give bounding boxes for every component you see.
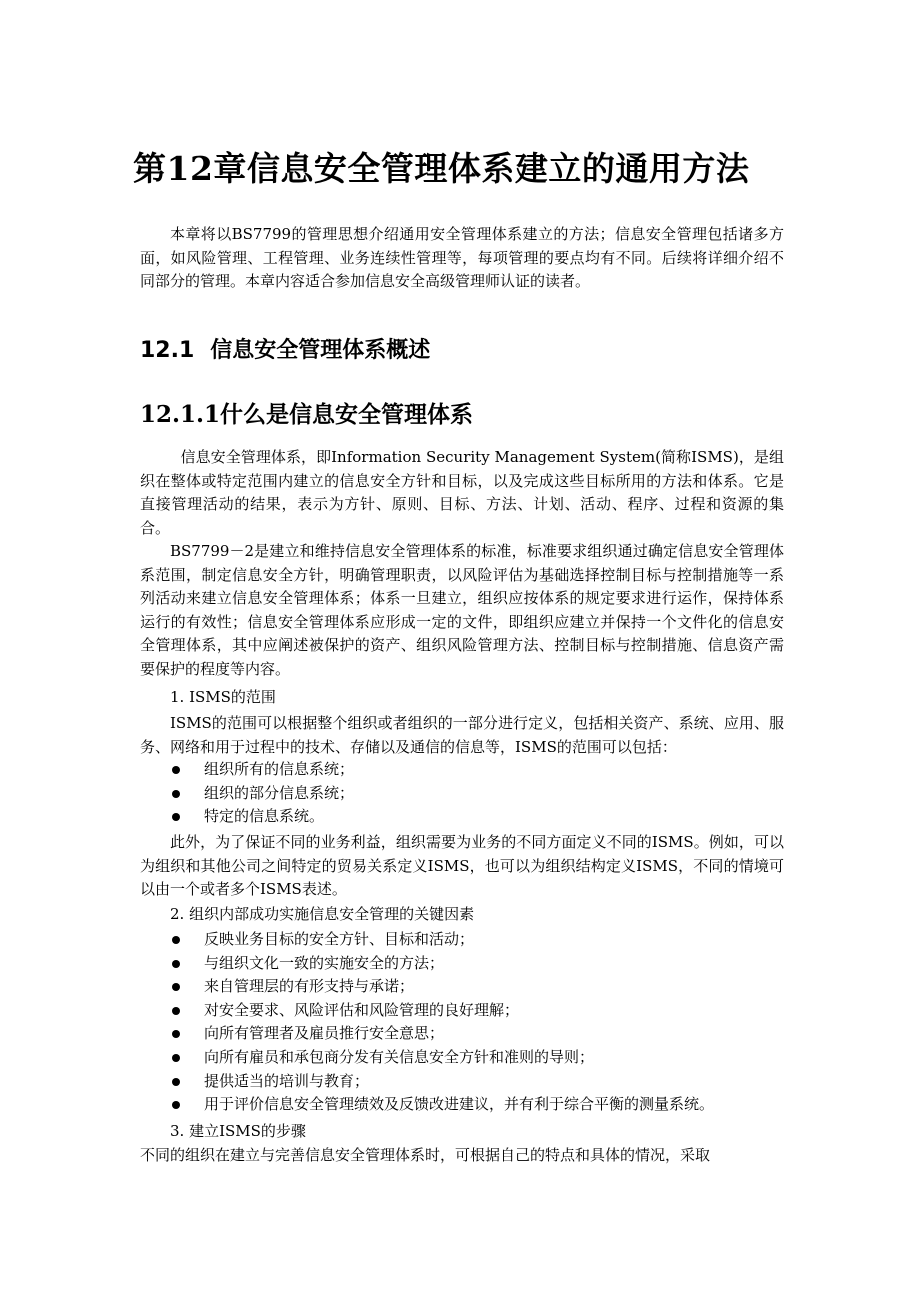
bullet-icon (172, 1054, 180, 1062)
paragraph-isms-scope: ISMS的范围可以根据整个组织或者组织的一部分进行定义，包括相关资产、系统、应用、服务、网络和用于过程中的技术、存储以及通信的信息等，ISMS的范围可以包括： (140, 714, 784, 756)
paragraph-multiple-isms: 此外，为了保证不同的业务利益，组织需要为业务的不同方面定义不同的ISMS。例如，可以为组织和其他公司之间特定的贸易关系定义ISMS，也可以为组织结构定义ISMS，不同的情境可以由一个或者多个ISMS表述。 (140, 833, 784, 899)
list-item: 组织的部分信息系统； (140, 782, 354, 806)
bullet-icon (172, 790, 180, 798)
item2-heading: 2. 组织内部成功实施信息安全管理的关键因素 (170, 905, 475, 923)
section-heading (140, 333, 430, 364)
bullet-icon (172, 1030, 180, 1038)
list-item: 特定的信息系统。 (140, 805, 354, 829)
paragraph-steps: 不同的组织在建立与完善信息安全管理体系时，可根据自己的特点和具体的情况，采取 (140, 1146, 711, 1164)
bullet-icon (172, 1101, 180, 1109)
bullet-icon (172, 1078, 180, 1086)
list-item: 与组织文化一致的实施安全的方法； (140, 952, 714, 976)
section-number: 12.1 (140, 338, 195, 363)
list-item: 对安全要求、风险评估和风险管理的良好理解； (140, 999, 714, 1023)
section-title: 信息安全管理体系概述 (210, 338, 431, 363)
chapter-title: 第12章信息安全管理体系建立的通用方法 (133, 149, 750, 188)
bullet-icon (172, 813, 180, 821)
list-item: 向所有管理者及雇员推行安全意思； (140, 1022, 714, 1046)
intro-paragraph: 本章将以BS7799的管理思想介绍通用安全管理体系建立的方法；信息安全管理包括诸多方面，如风险管理、工程管理、业务连续性管理等，每项管理的要点均有不同。后续将详细介绍不同部分的管理。本章内容适合参加信息安全高级管理师认证的读者。 (140, 225, 784, 291)
list-item: 来自管理层的有形支持与承诺； (140, 975, 714, 999)
item1-heading: 1. ISMS的范围 (170, 688, 276, 706)
bullet-icon (172, 766, 180, 774)
subsection-heading: 12.1.1什么是信息安全管理体系 (140, 401, 474, 428)
paragraph-bs7799: BS7799－2是建立和维持信息安全管理体系的标准，标准要求组织通过确定信息安全管理体系范围，制定信息安全方针，明确管理职责，以风险评估为基础选择控制目标与控制措施等一系列活动来建立信息安全管理体系；体系一旦建立，组织应按体系的规定要求进行运作，保持体系运行的有效性；信息安全管理体系应形成一定的文件，即组织应建立并保持一个文件化的信息安全管理体系，其中应阐述被保护的资产、组织风险管理方法、控制目标与控制措施、信息资产需要保护的程度等内容。 (140, 542, 784, 678)
item3-heading: 3. 建立ISMS的步骤 (170, 1122, 306, 1140)
bullet-icon (172, 960, 180, 968)
list-item: 提供适当的培训与教育； (140, 1070, 714, 1094)
list-item: 向所有雇员和承包商分发有关信息安全方针和准则的导则； (140, 1046, 714, 1070)
list-item: 反映业务目标的安全方针、目标和活动； (140, 928, 714, 952)
key-factors-bullet-list (140, 928, 714, 1117)
list-item: 用于评价信息安全管理绩效及反馈改进建议，并有利于综合平衡的测量系统。 (140, 1093, 714, 1117)
scope-bullet-list (140, 758, 354, 829)
list-item: 组织所有的信息系统； (140, 758, 354, 782)
bullet-icon (172, 983, 180, 991)
bullet-icon (172, 936, 180, 944)
paragraph-isms-definition: 信息安全管理体系，即Information Security Management System(简称ISMS)，是组织在整体或特定范围内建立的信息安全方针和目标，以及完成这些目标所用的方法和体系。它是直接管理活动的结果，表示为方针、原则、目标、方法、计划、活动、程序、过程和资源的集合。 (140, 448, 784, 537)
bullet-icon (172, 1007, 180, 1015)
